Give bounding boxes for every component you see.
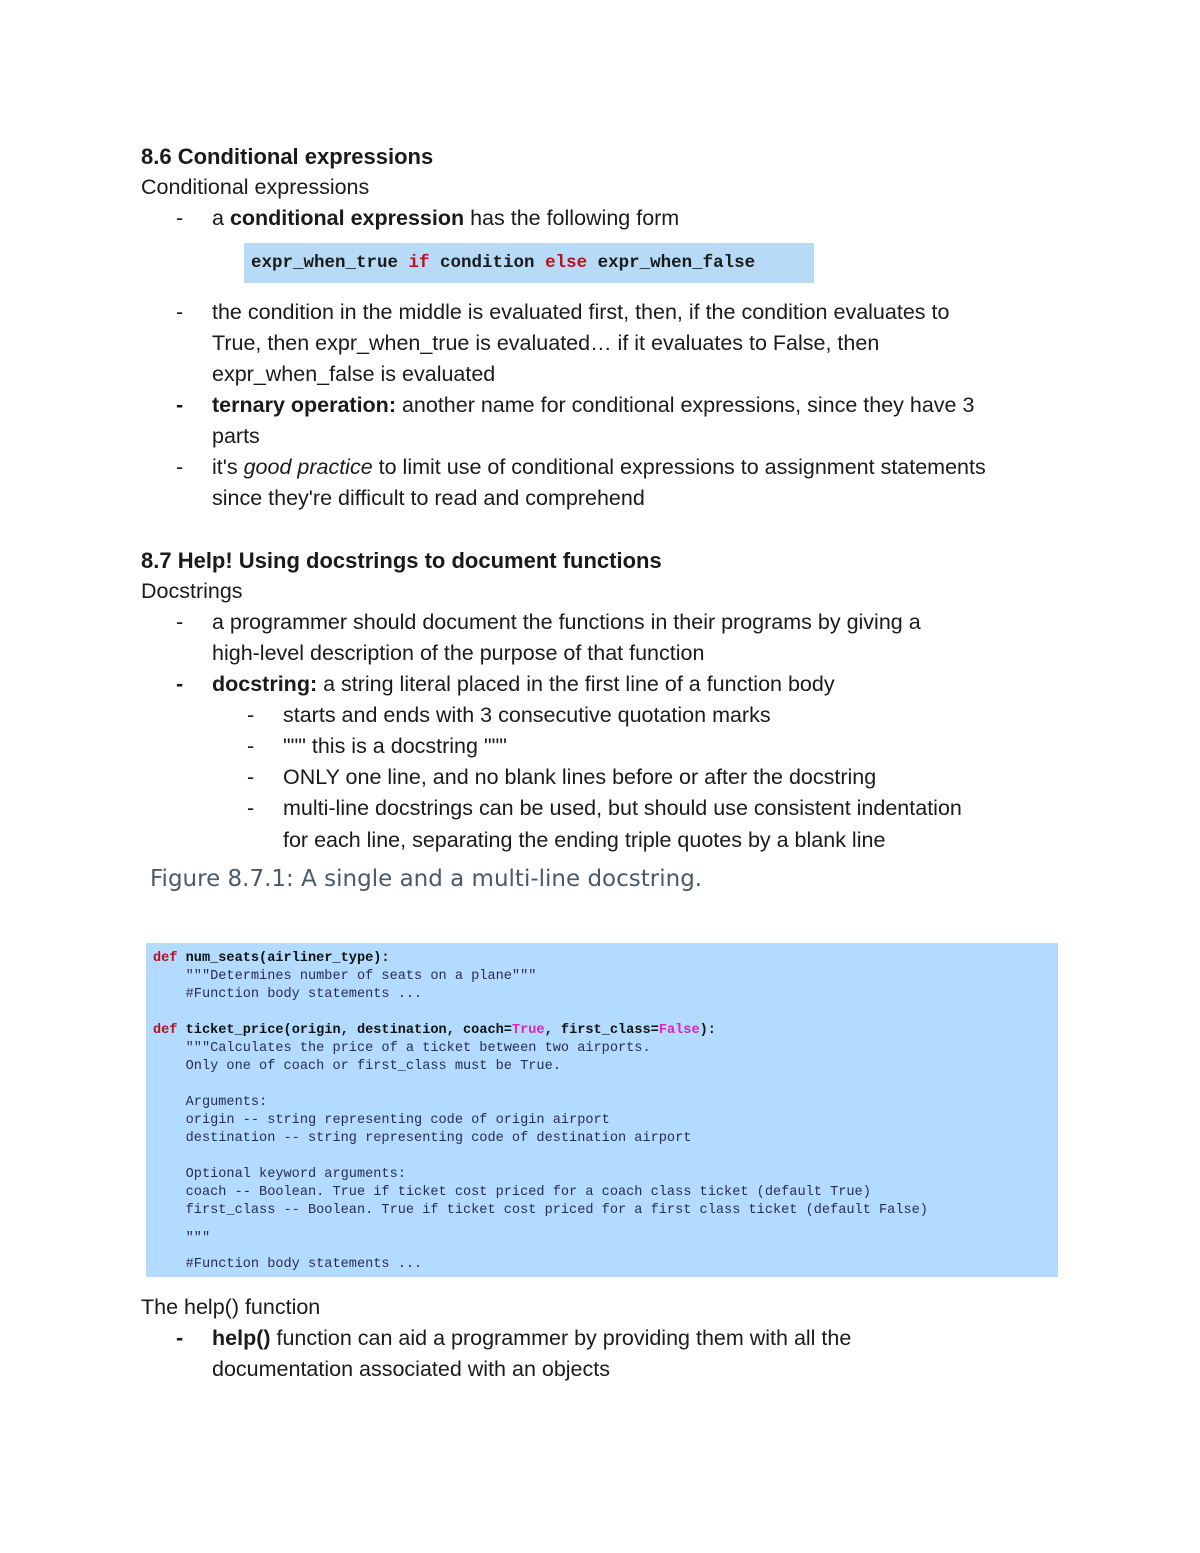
code-line: Only one of coach or first_class must be True. — [153, 1059, 561, 1074]
code-figure — [146, 943, 1058, 1277]
bullet-text: help() function can aid a programmer by providing them with all the — [212, 1326, 852, 1350]
code-snippet: expr_when_true if condition else expr_when_false — [244, 243, 814, 283]
bullet-text: a programmer should document the functions in their programs by giving a — [212, 610, 921, 634]
bullet-text: ternary operation: another name for conditional expressions, since they have 3 — [212, 393, 975, 417]
bullet-text: parts — [212, 424, 260, 448]
bullet-dash: - — [176, 393, 184, 417]
bullet-dash: - — [176, 455, 184, 479]
subheading: Conditional expressions — [141, 175, 370, 199]
code-line: first_class -- Boolean. True if ticket cost priced for a first class ticket (default False) — [153, 1203, 928, 1218]
sub-bullet-dash: - — [247, 796, 255, 820]
sub-bullet-dash: - — [247, 765, 255, 789]
sub-bullet-text: multi-line docstrings can be used, but should use consistent indentation — [283, 796, 962, 820]
code-line: def num_seats(airliner_type): — [153, 951, 390, 966]
bullet-text: since they're difficult to read and comprehend — [212, 486, 645, 510]
sub-bullet-dash: - — [247, 703, 255, 727]
code-line: """Determines number of seats on a plane""" — [153, 969, 537, 984]
sub-bullet-dash: - — [247, 734, 255, 758]
subheading: The help() function — [141, 1295, 321, 1319]
bullet-text: the condition in the middle is evaluated first, then, if the condition evaluates to — [212, 300, 950, 324]
bullet-text: it's good practice to limit use of conditional expressions to assignment statements — [212, 455, 986, 479]
code-line: destination -- string representing code of destination airport — [153, 1131, 692, 1146]
code-line: """Calculates the price of a ticket between two airports. — [153, 1041, 651, 1056]
bullet-dash: - — [176, 206, 184, 230]
bullet-text: docstring: a string literal placed in the first line of a function body — [212, 672, 835, 696]
bullet-text: expr_when_false is evaluated — [212, 362, 496, 386]
bullet-dash: - — [176, 1326, 184, 1350]
sub-bullet-text: for each line, separating the ending triple quotes by a blank line — [283, 828, 886, 852]
section-heading: 8.6 Conditional expressions — [141, 144, 434, 169]
sub-bullet-text: """ this is a docstring """ — [283, 734, 507, 758]
code-line: Arguments: — [153, 1095, 268, 1110]
bullet-text: documentation associated with an objects — [212, 1357, 610, 1381]
bullet-dash: - — [176, 300, 184, 324]
code-line: """ — [153, 1231, 211, 1246]
code-line: #Function body statements ... — [153, 1257, 423, 1272]
figure-caption: Figure 8.7.1: A single and a multi-line docstring. — [150, 866, 703, 892]
code-line: Optional keyword arguments: — [153, 1167, 406, 1182]
code-line: origin -- string representing code of origin airport — [153, 1113, 610, 1128]
section-heading: 8.7 Help! Using docstrings to document functions — [141, 548, 662, 573]
bullet-dash: - — [176, 610, 184, 634]
sub-bullet-text: starts and ends with 3 consecutive quotation marks — [283, 703, 771, 727]
bullet-text: True, then expr_when_true is evaluated… if it evaluates to False, then — [212, 331, 880, 355]
code-line: #Function body statements ... — [153, 987, 423, 1002]
bullet-text: a conditional expression has the following form — [212, 206, 680, 230]
bullet-dash: - — [176, 672, 184, 696]
code-line: coach -- Boolean. True if ticket cost priced for a coach class ticket (default True) — [153, 1185, 871, 1200]
bullet-text: high-level description of the purpose of that function — [212, 641, 705, 665]
subheading: Docstrings — [141, 579, 243, 603]
sub-bullet-text: ONLY one line, and no blank lines before or after the docstring — [283, 765, 877, 789]
code-line: def ticket_price(origin, destination, coach=True, first_class=False): — [153, 1023, 716, 1038]
